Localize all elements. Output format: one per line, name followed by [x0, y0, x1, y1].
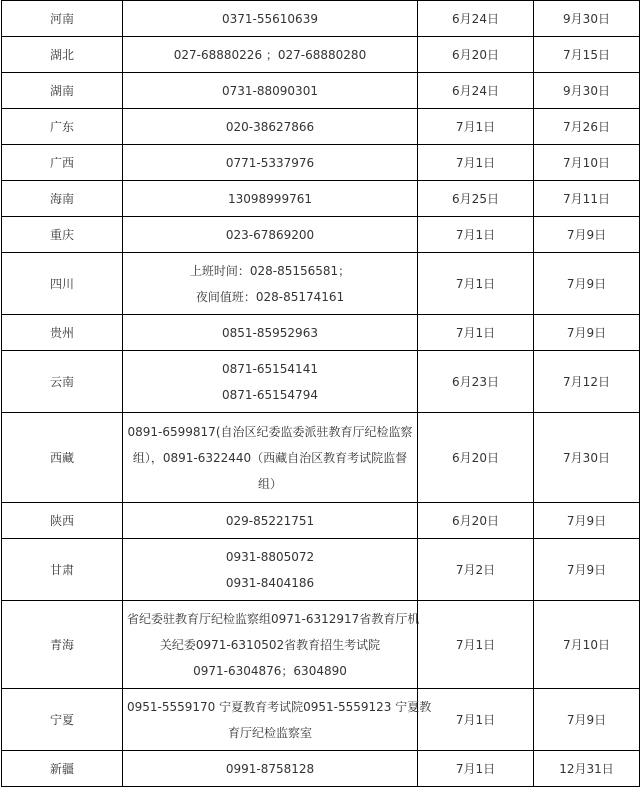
- table-row: [2, 751, 640, 787]
- phone-cell: [123, 315, 418, 351]
- table-row: [2, 181, 640, 217]
- phone-line: 0871-65154141: [222, 361, 318, 376]
- phone-line: 027-68880226 ；027-68880280: [173, 47, 367, 62]
- end-date-cell: 7月26日: [534, 109, 640, 145]
- region-cell: 湖南: [2, 73, 123, 109]
- start-date-cell: 6月24日: [418, 73, 534, 109]
- contact-table-body: [2, 1, 640, 787]
- table-row: [2, 217, 640, 253]
- end-date-cell: 9月30日: [534, 1, 640, 37]
- table-row: [2, 37, 640, 73]
- end-date-cell: 7月9日: [534, 689, 640, 751]
- contact-table: [1, 0, 640, 787]
- phone-line: 0851-85952963: [222, 325, 318, 340]
- end-date-cell: 7月30日: [534, 413, 640, 503]
- table-row: [2, 689, 640, 751]
- phone-cell: [123, 539, 418, 601]
- end-date-cell: 7月9日: [534, 539, 640, 601]
- start-date-cell: 7月1日: [418, 315, 534, 351]
- end-date-cell: 7月10日: [534, 601, 640, 689]
- phone-line: 上班时间：028-85156581；: [189, 263, 351, 278]
- end-date-cell: 7月9日: [534, 253, 640, 315]
- end-date-cell: 7月9日: [534, 315, 640, 351]
- phone-cell: [123, 217, 418, 253]
- region-cell: 四川: [2, 253, 123, 315]
- phone-line: 省纪委驻教育厅纪检监察组0971-6312917省教育厅机: [127, 611, 420, 626]
- region-cell: 广西: [2, 145, 123, 181]
- region-cell: 湖北: [2, 37, 123, 73]
- region-cell: 云南: [2, 351, 123, 413]
- table-row: [2, 539, 640, 601]
- phone-line: 020-38627866: [225, 119, 315, 134]
- phone-line: 0731-88090301: [222, 83, 318, 98]
- region-cell: 西藏: [2, 413, 123, 503]
- phone-cell: [123, 601, 418, 689]
- start-date-cell: 6月20日: [418, 503, 534, 539]
- region-cell: 广东: [2, 109, 123, 145]
- start-date-cell: 7月1日: [418, 217, 534, 253]
- phone-cell: [123, 253, 418, 315]
- region-cell: 陕西: [2, 503, 123, 539]
- region-cell: 宁夏: [2, 689, 123, 751]
- phone-line: 组）: [257, 476, 282, 491]
- table-row: [2, 145, 640, 181]
- phone-cell: [123, 689, 432, 751]
- phone-line: 0971-6304876；6304890: [193, 663, 347, 678]
- phone-cell: [123, 181, 418, 217]
- start-date-cell: 6月25日: [418, 181, 534, 217]
- region-cell: 河南: [2, 1, 123, 37]
- table-row: [2, 315, 640, 351]
- phone-cell: [123, 751, 418, 787]
- start-date-cell: 6月24日: [418, 1, 534, 37]
- phone-line: 0371-55610639: [222, 11, 318, 26]
- phone-line: 13098999761: [228, 191, 312, 206]
- end-date-cell: 7月9日: [534, 503, 640, 539]
- start-date-cell: 7月1日: [418, 253, 534, 315]
- table-row: [2, 503, 640, 539]
- phone-line: 夜间值班：028-85174161: [195, 289, 345, 304]
- phone-line: 组），0891-6322440（西藏自治区教育考试院监督: [132, 450, 408, 465]
- end-date-cell: 7月9日: [534, 217, 640, 253]
- table-row: [2, 601, 640, 689]
- table-row: [2, 253, 640, 315]
- start-date-cell: 7月1日: [418, 751, 534, 787]
- phone-line: 029-85221751: [225, 513, 315, 528]
- region-cell: 新疆: [2, 751, 123, 787]
- end-date-cell: 12月31日: [534, 751, 640, 787]
- region-cell: 贵州: [2, 315, 123, 351]
- phone-cell: [123, 145, 418, 181]
- start-date-cell: 7月1日: [418, 145, 534, 181]
- phone-line: 育厅纪检监察室: [227, 725, 312, 740]
- region-cell: 海南: [2, 181, 123, 217]
- phone-cell: [123, 351, 418, 413]
- end-date-cell: 9月30日: [534, 73, 640, 109]
- phone-line: 0991-8758128: [225, 761, 315, 776]
- end-date-cell: 7月12日: [534, 351, 640, 413]
- phone-line: 023-67869200: [225, 227, 315, 242]
- phone-cell: [123, 109, 418, 145]
- phone-line: 0871-65154794: [222, 387, 318, 402]
- table-row: [2, 351, 640, 413]
- start-date-cell: 7月1日: [418, 109, 534, 145]
- phone-line: 0891-6599817(自治区纪委监委派驻教育厅纪检监察: [127, 424, 413, 439]
- phone-cell: [123, 73, 418, 109]
- phone-line: 0931-8805072: [225, 549, 315, 564]
- end-date-cell: 7月11日: [534, 181, 640, 217]
- table-row: [2, 109, 640, 145]
- region-cell: 青海: [2, 601, 123, 689]
- end-date-cell: 7月15日: [534, 37, 640, 73]
- start-date-cell: 6月20日: [418, 37, 534, 73]
- phone-cell: [123, 37, 418, 73]
- table-row: [2, 413, 640, 503]
- start-date-cell: 7月1日: [418, 689, 534, 751]
- region-cell: 甘肃: [2, 539, 123, 601]
- phone-line: 0931-8404186: [225, 575, 315, 590]
- phone-cell: [123, 503, 418, 539]
- phone-line: 0951-5559170 宁夏教育考试院0951-5559123 宁夏教: [127, 699, 432, 714]
- table-row: [2, 73, 640, 109]
- phone-cell: [123, 1, 418, 37]
- start-date-cell: 6月20日: [418, 413, 534, 503]
- table-row: [2, 1, 640, 37]
- phone-cell: [123, 413, 418, 503]
- start-date-cell: 7月1日: [418, 601, 534, 689]
- region-cell: 重庆: [2, 217, 123, 253]
- end-date-cell: 7月10日: [534, 145, 640, 181]
- phone-line: 关纪委0971-6310502省教育招生考试院: [159, 637, 381, 652]
- phone-line: 0771-5337976: [225, 155, 315, 170]
- start-date-cell: 7月2日: [418, 539, 534, 601]
- start-date-cell: 6月23日: [418, 351, 534, 413]
